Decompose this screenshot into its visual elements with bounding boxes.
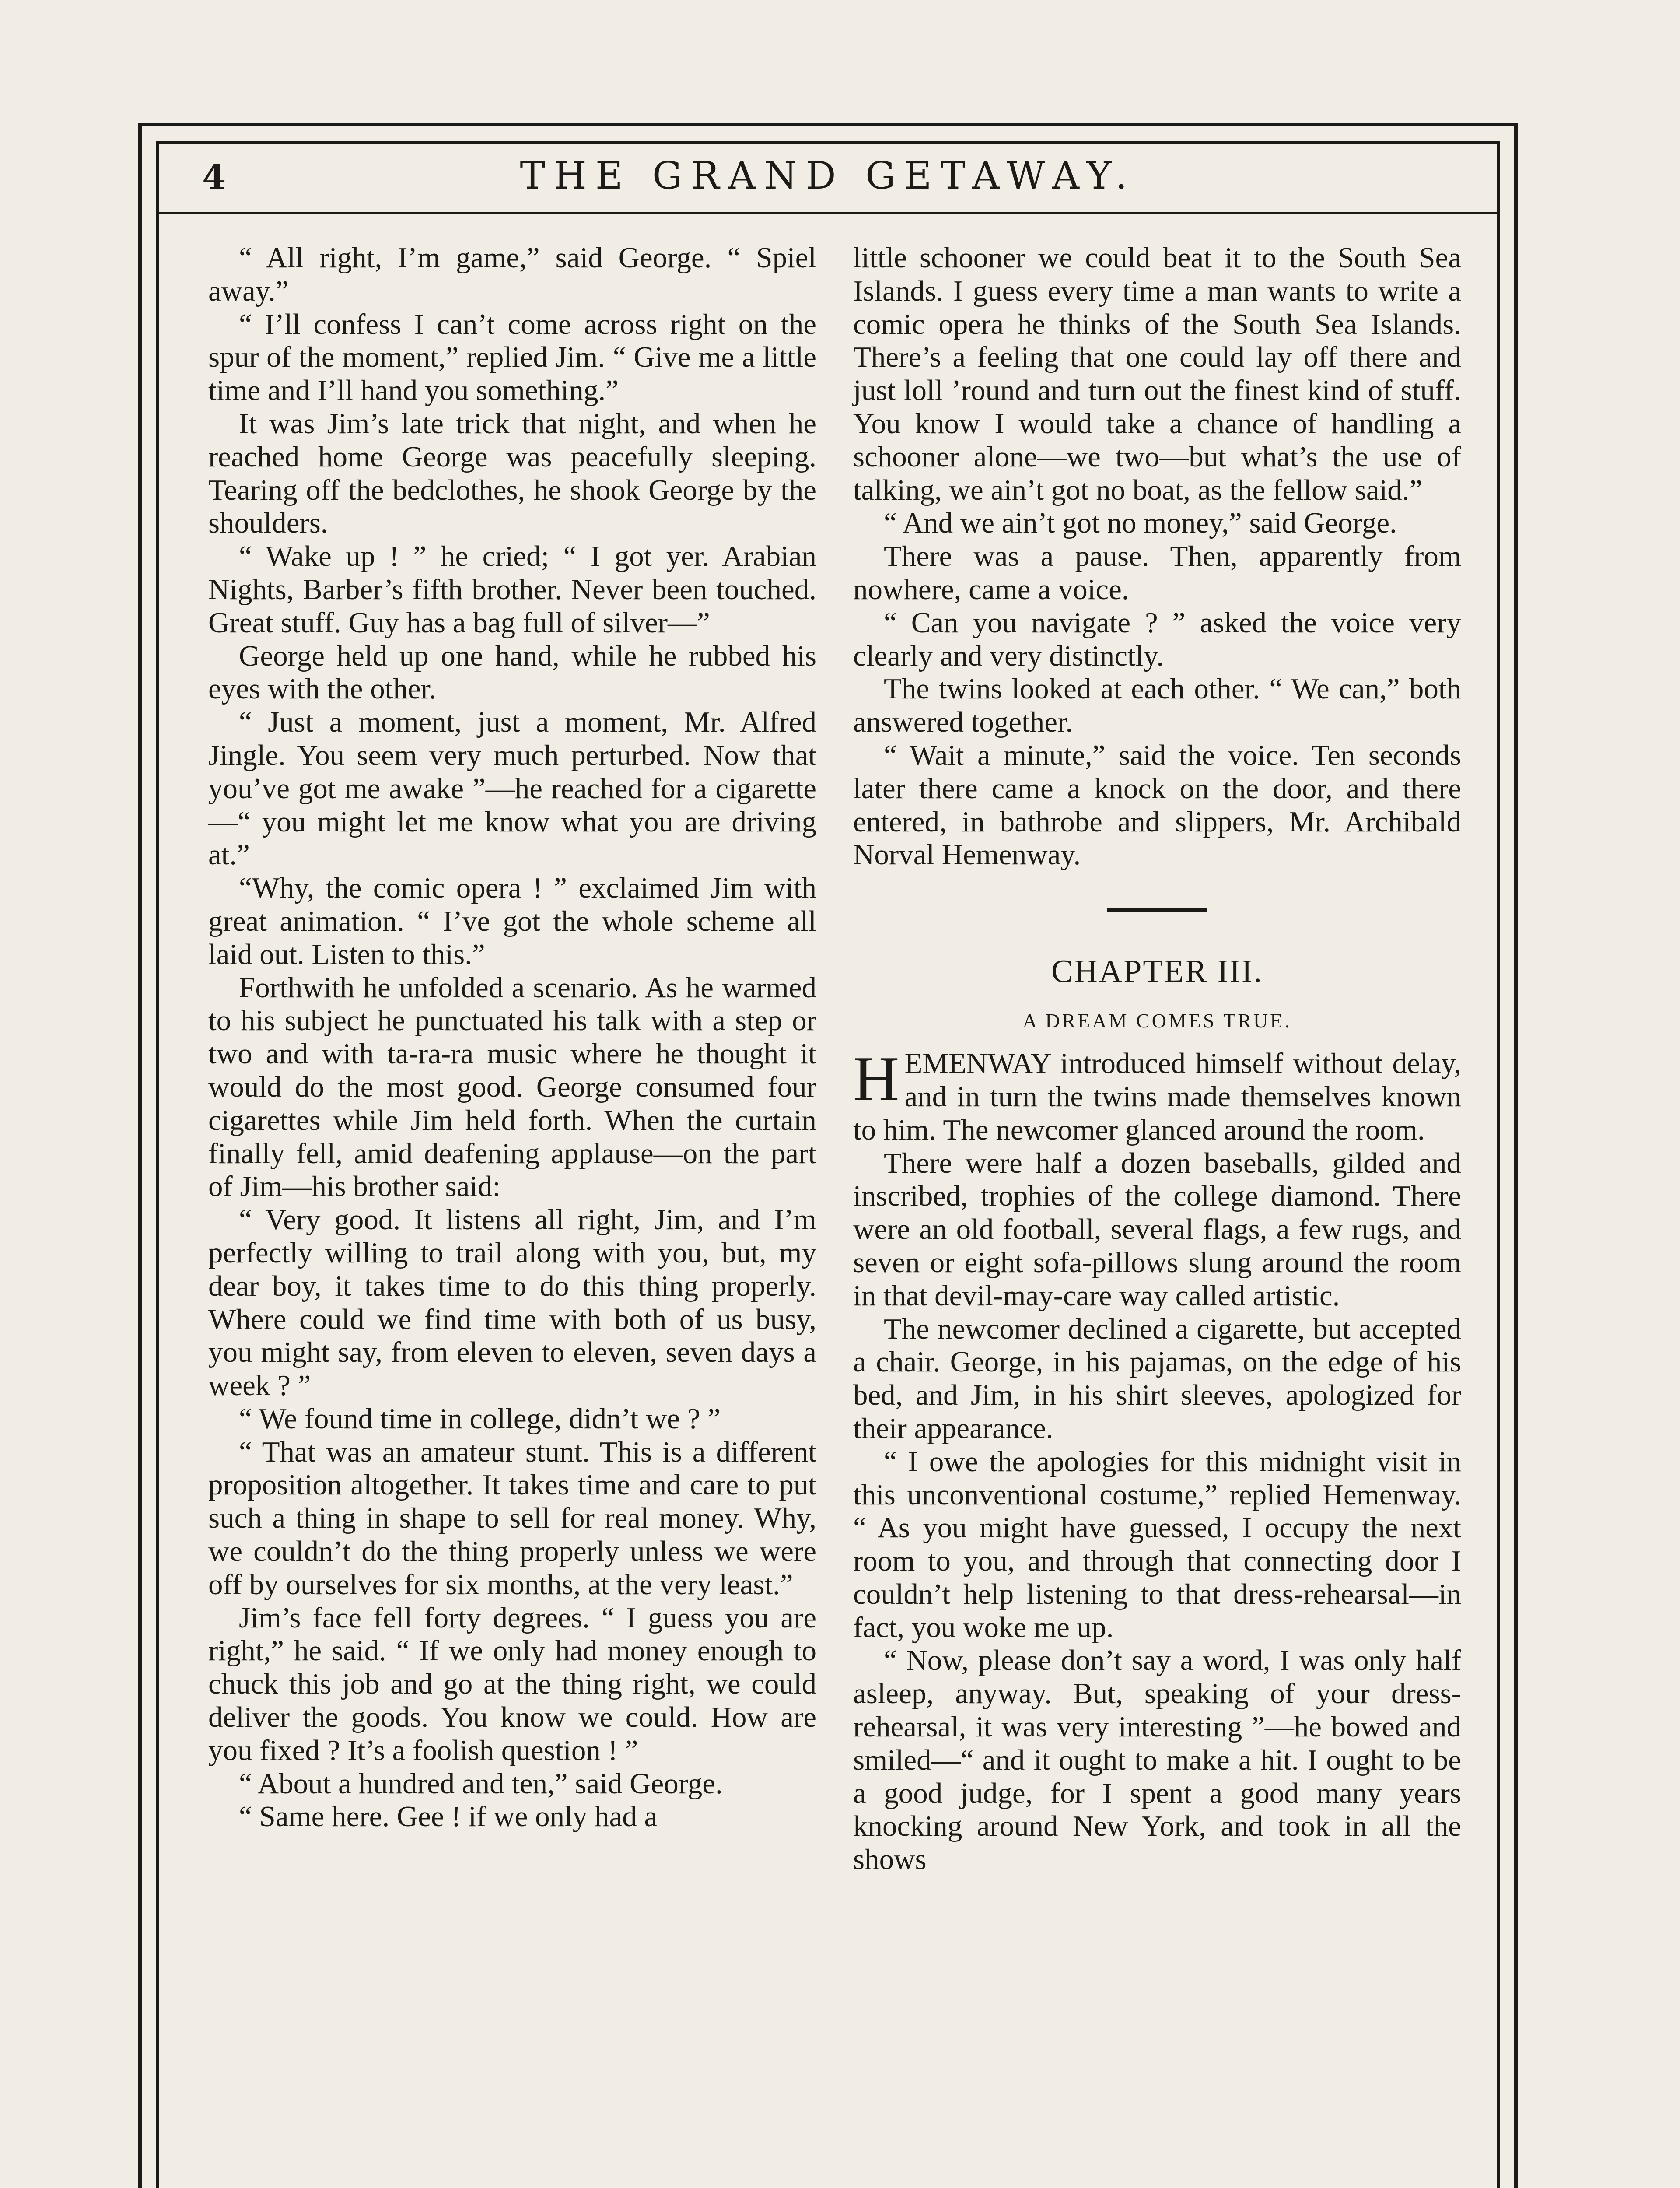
paragraph: George held up one hand, while he rubbed his eyes with the other. [208,639,816,705]
chapter-opening-paragraph [853,1043,1461,1147]
paragraph: “Why, the comic opera ! ” exclaimed Jim with great animation. “ I’ve got the whole scheme all laid out. Listen to this.” [208,872,816,971]
page-header [156,141,1500,214]
paragraph: little schooner we could beat it to the South Sea Islands. I guess every time a man wants to write a comic opera he thinks of the South Sea Islands. There’s a feeling that one could lay off there and just loll ’round and turn out the finest kind of stuff. You know I would take a chance of handling a schooner alone—we two—but what’s the use of talking, we ain’t got no boat, as the fellow said.” [853,242,1461,506]
running-title: THE GRAND GETAWAY. [520,154,1136,198]
chapter-title: CHAPTER III. [1051,954,1264,990]
paragraph: “ We found time in college, didn’t we ? ” [239,1402,721,1435]
paragraph: It was Jim’s late trick that night, and when he reached home George was peacefully sleeping. Tearing off the bedclothes, he shook George by the shoulders. [208,407,816,540]
paragraph: The twins looked at each other. “ We can,” both answered together. [853,673,1461,739]
page-number: 4 [202,158,226,197]
paragraph: “ Just a moment, just a moment, Mr. Alfred Jingle. You seem very much perturbed. Now that you’ve got me awake ”—he reached for a cigarette—“ you might let me know what you are driving at.” [208,706,816,871]
paragraph: “ Now, please don’t say a word, I was only half asleep, anyway. But, speaking of your dress-rehearsal, it was very interesting ”—he bowed and smiled—“ and it ought to make a hit. I ought to be a good judge, for I spent a good many years knocking around New York, and took in all the shows [853,1644,1461,1876]
paragraph: “ All right, I’m game,” said George. “ Spiel away.” [208,242,816,307]
paragraph: “ Wait a minute,” said the voice. Ten seconds later there came a knock on the door, and there entered, in bathrobe and slippers, Mr. Archibald Norval Hemenway. [853,739,1461,871]
paragraph: “ I’ll confess I can’t come across right on the spur of the moment,” replied Jim. “ Give me a little time and I’ll hand you something.” [208,308,816,407]
right-text-column [853,242,1461,1876]
paragraph: There were half a dozen baseballs, gilded and inscribed, trophies of the college diamond. There were an old football, several flags, a few rugs, and seven or eight sofa-pillows slung around the room in that devil-may-care way called artistic. [853,1147,1461,1312]
paragraph: “ That was an amateur stunt. This is a different proposition altogether. It takes time and care to put such a thing in shape to sell for real money. Why, we couldn’t do the thing properly unless we were off by ourselves for six months, at the very least.” [208,1435,816,1601]
paragraph: Jim’s face fell forty degrees. “ I guess you are right,” he said. “ If we only had money enough to chuck this job and go at the thing right, we could deliver the goods. You know we could. How are you fixed ? It’s a foolish question ! ” [208,1601,816,1767]
chapter-subtitle: A DREAM COMES TRUE. [1022,1010,1292,1032]
opening-paragraph-text: EMENWAY introduced himself without delay, and in turn the twins made themselves known to him. The newcomer glanced around the room. [853,1047,1461,1146]
paragraph: “ About a hundred and ten,” said George. [239,1767,723,1800]
drop-cap-letter: H [853,1043,900,1115]
paragraph: “ Can you navigate ? ” asked the voice very clearly and very distinctly. [853,606,1461,672]
paragraph: “ And we ain’t got no money,” said George. [884,507,1397,540]
paragraph: Forthwith he unfolded a scenario. As he warmed to his subject he punctuated his talk with a step or two and with ta-ra-ra music where he thought it would do the most good. George consumed four cigarettes while Jim held forth. When the curtain finally fell, amid deafening applause—on the part of Jim—his brother said: [208,971,816,1203]
paragraph: “ Very good. It listens all right, Jim, and I’m perfectly willing to trail along with you, but, my dear boy, it takes time to do this thing properly. Where could we find time with both of us busy, you might say, from eleven to eleven, seven days a week ? ” [208,1203,816,1402]
paragraph: The newcomer declined a cigarette, but accepted a chair. George, in his pajamas, on the edge of his bed, and Jim, in his shirt sleeves, apologized for their appearance. [853,1312,1461,1445]
paragraph: “ I owe the apologies for this midnight visit in this unconventional costume,” replied Hemenway. “ As you might have guessed, I occupy the next room to you, and through that connecting door I couldn’t help listening to that dress-rehearsal—in fact, you woke me up. [853,1445,1461,1644]
left-text-column [208,242,816,1834]
paragraph: There was a pause. Then, apparently from nowhere, came a voice. [853,540,1461,606]
paragraph: “ Same here. Gee ! if we only had a [239,1800,658,1833]
paragraph: “ Wake up ! ” he cried; “ I got yer. Arabian Nights, Barber’s fifth brother. Never been touched. Great stuff. Guy has a bag full of silver—” [208,540,816,639]
section-divider-rule [1107,908,1208,912]
